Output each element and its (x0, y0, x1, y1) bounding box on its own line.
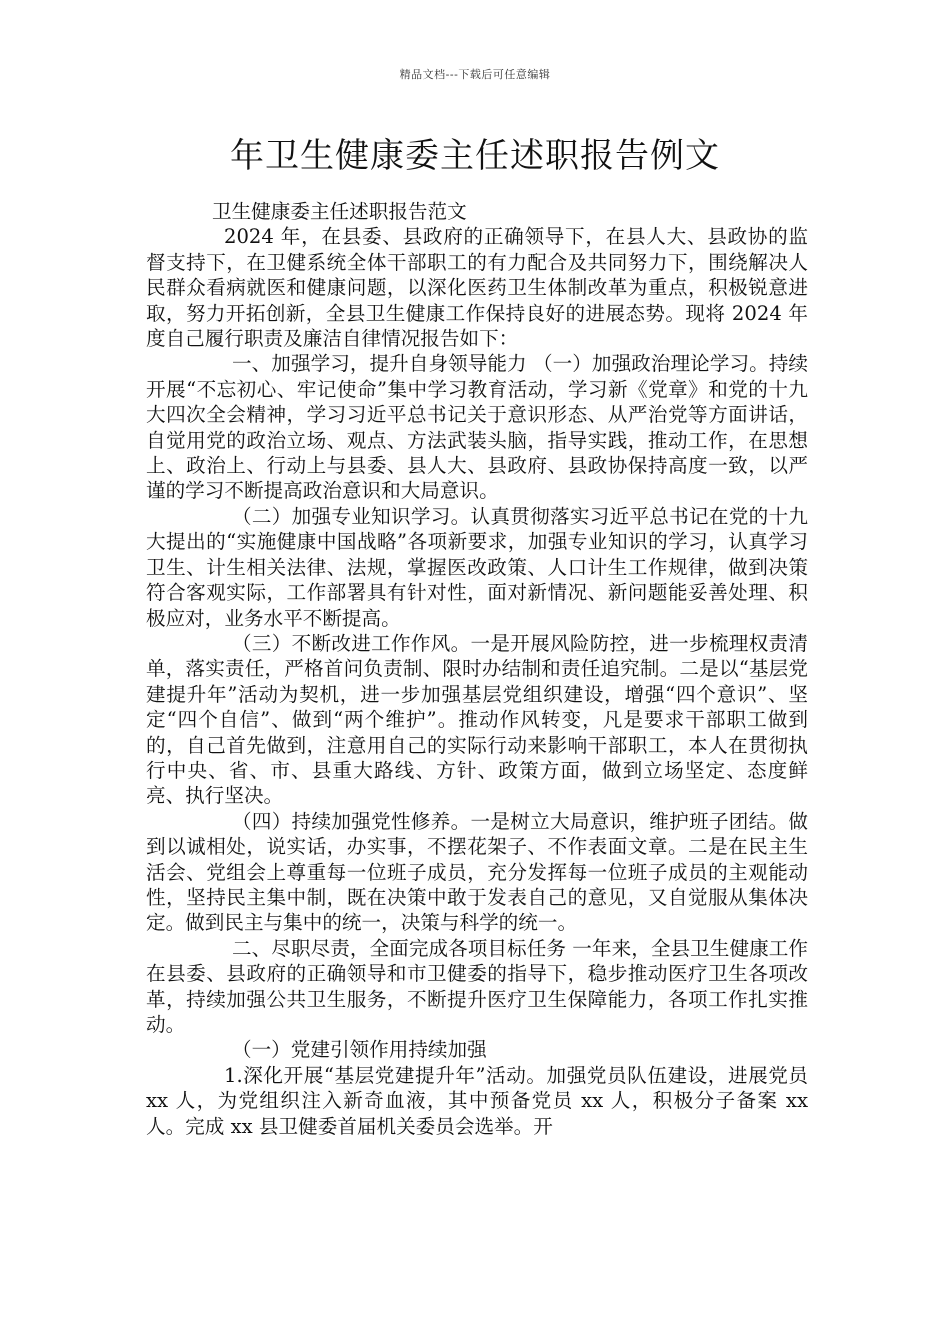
paragraph-section-1-2: （二）加强专业知识学习。认真贯彻落实习近平总书记在党的十九大提出的“实施健康中国战略”各项新要求，加强专业知识的学习，认真学习卫生、计生相关法律、法规，掌握医改政策、人口计生工作规律，做到决策符合客观实际，工作部署具有针对性，面对新情况、新问题能妥善处理、积极应对，业务水平不断提高。 (146, 504, 808, 630)
paragraph-section-2-1-item-1: 1.深化开展“基层党建提升年”活动。加强党员队伍建设，进展党员 xx 人，为党组织注入新奇血液，其中预备党员 xx 人，积极分子备案 xx 人。完成 xx 县卫健委首届机关委员会选举。开 (146, 1063, 808, 1138)
paragraph-section-1-4: （四）持续加强党性修养。一是树立大局意识，维护班子团结。做到以诚相处，说实话，办实事，不摆花架子、不作表面文章。二是在民主生活会、党组会上尊重每一位班子成员，充分发挥每一位班子成员的主观能动性，坚持民主集中制，既在决策中敢于发表自己的意见，又自觉服从集体决定。做到民主与集中的统一，决策与科学的统一。 (146, 809, 808, 935)
document-title: 年卫生健康委主任述职报告例文 (230, 136, 720, 176)
paragraph-section-2: 二、尽职尽责，全面完成各项目标任务 一年来，全县卫生健康工作在县委、县政府的正确领导和市卫健委的指导下，稳步推动医疗卫生各项改革，持续加强公共卫生服务，不断提升医疗卫生保障能力，各项工作扎实推动。 (146, 936, 808, 1036)
paragraph-section-1-3: （三）不断改进工作作风。一是开展风险防控，进一步梳理权责清单，落实责任，严格首问负责制、限时办结制和责任追究制。二是以“基层党建提升年”活动为契机，进一步加强基层党组织建设，增强“四个意识”、坚定“四个自信”、做到“两个维护”。推动作风转变，凡是要求干部职工做到的，自己首先做到，注意用自己的实际行动来影响干部职工，本人在贯彻执行中央、省、市、县重大路线、方针、政策方面，做到立场坚定、态度鲜亮、执行坚决。 (146, 631, 808, 808)
document-body (146, 199, 808, 1139)
document-subtitle: 卫生健康委主任述职报告范文 (212, 200, 467, 223)
paragraph-section-2-1-heading: （一）党建引领作用持续加强 (232, 1038, 487, 1062)
paragraph-intro: 2024 年，在县委、县政府的正确领导下，在县人大、县政协的监督支持下，在卫健系统全体干部职工的有力配合及共同努力下，围绕解决人民群众看病就医和健康问题，以深化医药卫生体制改革为重点，积极锐意进取，努力开拓创新，全县卫生健康工作保持良好的进展态势。现将 2024 年度自己履行职责及廉洁自律情况报告如下： (146, 225, 808, 351)
paragraph-section-1: 一、加强学习，提升自身领导能力 （一）加强政治理论学习。持续开展“不忘初心、牢记使命”集中学习教育活动，学习新《党章》和党的十九大四次全会精神，学习习近平总书记关于意识形态、从严治党等方面讲话，自觉用党的政治立场、观点、方法武装头脑，指导实践，推动工作，在思想上、政治上、行动上与县委、县人大、县政府、县政协保持高度一致，以严谨的学习不断提高政治意识和大局意识。 (146, 352, 808, 503)
header-note: 精品文档---下载后可任意编辑 (399, 68, 551, 81)
